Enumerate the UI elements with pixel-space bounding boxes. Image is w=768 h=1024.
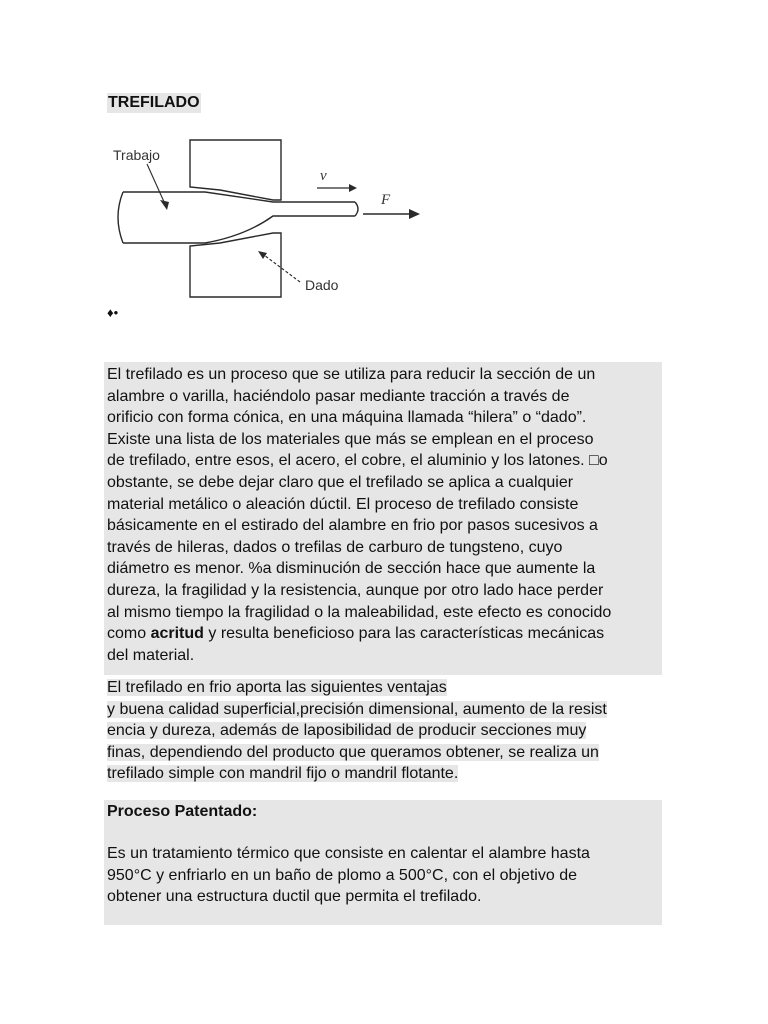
label-v: v xyxy=(320,168,327,184)
paragraph1-line: Existe una lista de los materiales que más se emplean en el proceso xyxy=(107,430,594,448)
bullet-symbols: ♦• xyxy=(107,305,119,320)
paragraph2-line: El trefilado en frio aporta las siguientes ventajas xyxy=(107,679,447,696)
paragraph1-line-acritud xyxy=(107,623,667,645)
label-trabajo: Trabajo xyxy=(113,147,160,163)
dado-leader xyxy=(260,252,300,282)
force-arrow-head xyxy=(409,209,420,219)
label-dado: Dado xyxy=(305,277,339,293)
paragraph2-line: y buena calidad superficial,precisión dimensional, aumento de la resist xyxy=(107,700,607,718)
paragraph1-line: del material. xyxy=(107,646,195,664)
velocity-arrow-head xyxy=(349,184,357,192)
paragraph1-line: básicamente en el estirado del alambre en frio por pasos sucesivos a xyxy=(107,517,598,535)
paragraph2-line: finas, dependiendo del producto que queramos obtener, se realiza un xyxy=(107,743,599,761)
paragraph1-line: través de hileras, dados o trefilas de carburo de tungsteno, cuyo xyxy=(107,538,563,556)
paragraph1-line: diámetro es menor. %a disminución de sección hace que aumente la xyxy=(107,560,596,578)
dado-leader-head xyxy=(258,251,267,259)
paragraph1-line: El trefilado es un proceso que se utiliza para reducir la sección de un xyxy=(107,366,596,383)
trabajo-leader-head xyxy=(160,200,169,210)
paragraph1-line: obstante, se debe dejar claro que el trefilado se aplica a cualquier xyxy=(107,473,574,491)
die-upper xyxy=(190,140,281,200)
paragraph1-line: al mismo tiempo la fragilidad o la maleabilidad, este efecto es conocido xyxy=(107,603,612,621)
paragraph1-line: orificio con forma cónica, en una máquina llamada “hilera” o “dado”. xyxy=(107,409,587,427)
paragraph1-line: alambre o varilla, haciéndolo pasar mediante tracción a través de xyxy=(107,387,570,405)
paragraph1-line: de trefilado, entre esos, el acero, el cobre, el aluminio y los latones. □o xyxy=(107,452,608,470)
paragraph1-line: material metálico o aleación dúctil. El proceso de trefilado consiste xyxy=(107,495,579,513)
text-segment: como xyxy=(107,625,151,643)
paragraph1 xyxy=(107,364,667,666)
paragraph2 xyxy=(107,677,667,785)
section2-line: obtener una estructura ductil que permita el trefilado. xyxy=(107,888,482,906)
label-f: F xyxy=(381,192,391,208)
trabajo-leader xyxy=(147,164,165,204)
acritud-term: acritud xyxy=(150,625,204,643)
page-title: TREFILADO xyxy=(108,94,200,111)
section2-paragraph xyxy=(107,843,667,908)
section2-line: Es un tratamiento térmico que consiste en calentar el alambre hasta xyxy=(107,845,590,862)
wire-drawing-diagram xyxy=(95,132,435,302)
paragraph2-line: encia y dureza, además de laposibilidad de producir secciones muy xyxy=(107,722,587,740)
paragraph1-line: dureza, la fragilidad y la resistencia, aunque por otro lado hace perder xyxy=(107,581,604,599)
workpiece-left-end xyxy=(118,192,123,243)
paragraph2-line: trefilado simple con mandril fijo o mandril flotante. xyxy=(107,765,459,783)
section-heading-proceso-patentado: Proceso Patentado: xyxy=(107,803,258,820)
wire-drawing-svg xyxy=(95,132,435,302)
workpiece-right-end xyxy=(355,202,358,216)
text-segment: y resulta beneficioso para las características mecánicas xyxy=(203,625,605,643)
section2-line: 950°C y enfriarlo en un baño de plomo a 500°C, con el objetivo de xyxy=(107,866,577,884)
